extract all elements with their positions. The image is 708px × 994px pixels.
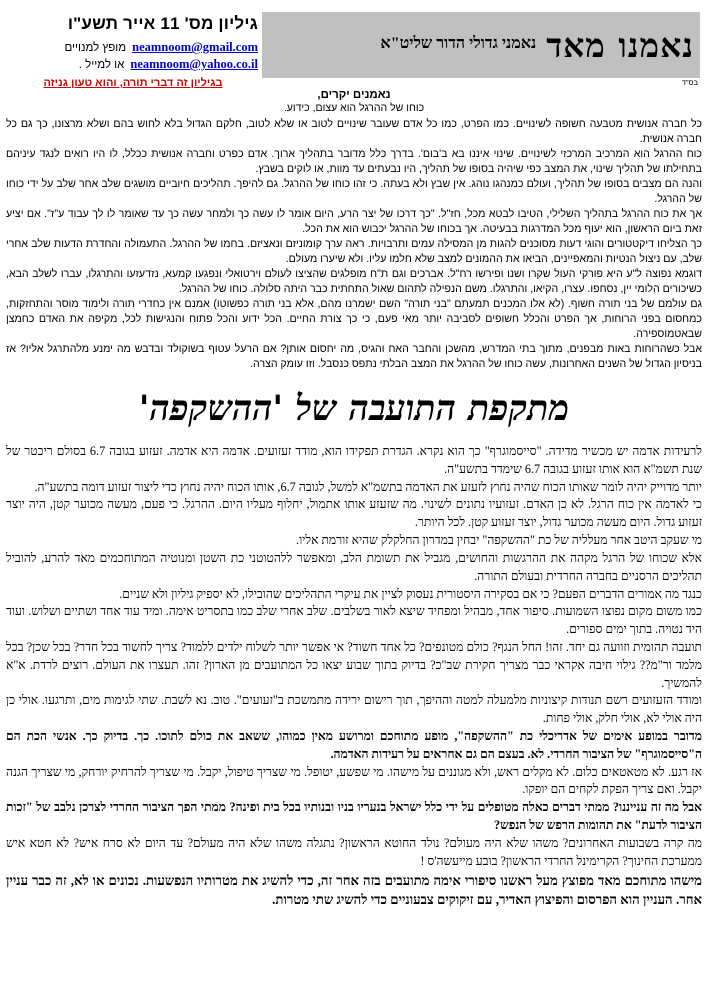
article-intro-body bbox=[0, 117, 708, 373]
intro-paragraph: כל חברה אנושית מטבעה חשופה לשינויים. כמו הפרט, כמו כל אדם שעובר שינויים לטוב או שלא לטוב, חלקם הגדול בלא לחוש בהם ושלא מרצונו, כך גם כל חברה אנושית. bbox=[6, 117, 702, 145]
salutation-subline: כוחו של ההרגל הוא עצום, כידוע. bbox=[283, 102, 425, 115]
masthead-title-block bbox=[262, 12, 700, 78]
distribution-label: מופץ למנויים bbox=[64, 42, 127, 54]
body-paragraph: מישהו מתוחכם מאד מפוצץ מעל ראשנו סיפורי אימה מתועבים בזה אחר זה, כדי להשיג את מטרותיו הנפשעות. נכונים או לא, זה כבר עניין אחר. העניין הוא הפרסום והפיצוץ האדיר, עם זיקוקים צבעוניים כדי להשיג שתי מטרות. bbox=[6, 872, 702, 907]
intro-paragraph: גם עולמם של בני תורה חשוף. (לא אלו המכנים תמעתם "בני תורה" השם ישמרנו מהם, אלא בני תורה כפשוטו) אמנם אין כחדרי תורה ולימוד מוסר והתחזקות, כמחסום בפני הרוחות, אך הפרט והכלל חשופים לסביבה יותר מאי פעם, כי כך צורת החיים. הכל ידוע והכל פתוח והנגישות לכל, מקיפה את האדם כחמצן שבאטמוספירה. bbox=[6, 297, 702, 340]
opening-block bbox=[0, 88, 708, 116]
or-mail-label: או למייל . bbox=[78, 59, 125, 71]
intro-paragraph: כך הצליחו דיקטטורים והוגי דעות מסוכנים להגות מן המסילה עמים ותרבויות. ראה ערך קומוניזם ונאציזם. בחמו של ההרגל. התעמולה והחדרת הדעות שלב אחרי שלב, עם ניצול הנטיות והמאפיינים, הביאו את ההמונים למצב שלא חלמו עליו. ולא שיערו מעולם. bbox=[6, 237, 702, 265]
body-paragraph: אבל מה זה ענייננו? ממתי דברים כאלה מטופלים על ידי כלל ישראל בנעריו בניו ובנותיו בכל בית ופינה? ממתי הפך הציבור החרדי לצרכן נלבב של "זכות הציבור לדעת" את תהומות הרפש של הנפש? bbox=[6, 800, 702, 833]
publication-title: נאמנו מאד bbox=[546, 25, 694, 65]
body-paragraph: יותר מדוייק יהיה לומר שאותו הכוח שהיה נחוץ לזעזע את האדמה בתשמ"א למשל, לגובה 6.7, אותו הכוח יהיה נחוץ כדי ליצור זעזוע דומה בתשע"ה. bbox=[34, 479, 702, 494]
body-paragraph: אלא שכוחו של הרגל מקהה את ההרגשות והחושים, מגביל את תשומת הלב, ומאפשר ללהטוטני כת השטן ומנוטיה המתוחכמים מאד להרע, להוביל תהליכים הרסניים בחברה החרדית ובעולם התורה. bbox=[6, 550, 702, 583]
alternate-mail-row bbox=[8, 57, 258, 72]
body-paragraph: כי לאדמה אין כוח הרגל. לא כן האדם. זעזועיו נתונים לשינוי. מה שזעזע אותו אתמול, יחלוף מעליו היום. ההרגל. כי פעם, מעשה מכוער קטן, היה יוצר זעזוע גדול. היום מעשה מכוער גדול, יוצר זעזוע קטן. לכל היותר. bbox=[6, 497, 702, 530]
article-main-body bbox=[0, 443, 708, 909]
intro-paragraph: והנה הם מצבים בסופו של תהליך, ועולם כמנהגו נוהג. אין שבץ ולא בעתה. כי זהו כוחו של ההרגל. גם להיפך. תהליכים חיוביים מושגים שלב אחר שלב על ידי כוחו של ההרגל. bbox=[6, 177, 702, 205]
masthead bbox=[0, 0, 708, 89]
body-paragraph: מה קרה בשבועות האחרונים? משהו שלא היה מעולם? נולד החוטא הראשון? נתגלה משהו שלא היה מעולם? עד היום לא סרח איש? לא חטא איש ממערכת החינוך? הקרימינל החרדי הראשון? בובע מייעשה'ס ! bbox=[6, 835, 702, 868]
issue-line: גיליון מס' 11 אייר תשע"ו bbox=[67, 14, 258, 33]
distribution-row bbox=[8, 40, 258, 55]
masthead-info bbox=[8, 14, 258, 89]
body-paragraph: מדובר במופע אימים של אדריכלי כת "ההשקפה", מופע מתוחכם ומרושע מאין כמוהו, ששאב את כולם לתוכו. כך. בדיוק כך. אנשי הכת הם ה"סייסמוגרף" של הציבור החרדי. לא. בעצם הם גם אחראים על רעידות האדמה. bbox=[6, 729, 702, 761]
email-secondary-link[interactable]: neamnoom@yahoo.co.il bbox=[130, 57, 258, 71]
bsd-marker: בס"ד bbox=[681, 78, 698, 87]
email-primary-link[interactable]: neamnoom@gmail.com bbox=[132, 40, 258, 54]
article-headline: מתקפת התועבה של 'ההשקפה' bbox=[138, 388, 570, 430]
body-paragraph: כמו משום מקום נפוצו השמועות. סיפור אחד, מבהיל ומפחיד שיצא לאור בשלבים. שלב אחרי שלב כמו בתסריט אימה. ומיד עוד אחד ושתיים ושלוש. ועוד היד נטויה. בתוך ימים ספורים. bbox=[6, 604, 702, 637]
genizah-notice: בגיליון זה דברי תורה, והוא טעון גניזה bbox=[43, 77, 223, 89]
publication-subtitle: נאמני גדולי הדור שליט"א bbox=[380, 35, 537, 52]
body-paragraph: אז רגע. לא מטאטאים כלום. לא מקלים ראש, ולא מגוננים על מישהו. מי שפשע, יטופל. מי שצריך טיפול, יקבל. מי שצריך להרחיק יורחק, מי שצריך הגנה יקבל. ואם צריך הפקת לקחים הם יופקו. bbox=[6, 764, 702, 797]
body-paragraph: תועבה תהומית וזוועה גם יחד. זהו! החל הנגף? כולם מטונפים? כל אחד חשוד? אי אפשר יותר לשלוח ילדים ללמוד? צריך לחשוד בכל חדר? בכל שכן? בכל מלמד ור"מ?? גילוי חיבה אקראי כבר מצריך חקירת שב"כ? בדיוק בתוך שבוע יצאו כל המתועבים מן הארון? זהו. תעצרו את העולם. רוצים לרדת. א"א להמשיך. bbox=[6, 639, 702, 690]
intro-paragraph: דוגמא נפוצה ל"ע היא פורקי העול שקרו ושנו ופירשו רח"ל. אברכים וגם ת"ח מופלגים שהציצו לעולם וירטואלי ונפגעו קמעא, נזדעזעו והתרגלו, עברו לשלב הבא, כשיכורים הלומי יין, נסחפו. עצרו, הקיאו, והתרגלו. משם הנפילה לתהום שאול התחתית כבר היתה סלולה. כוחו של ההרגל. bbox=[6, 267, 702, 295]
salutation: נאמנים יקרים, bbox=[317, 89, 391, 101]
body-paragraph: מי שעקב היטב אחר מעלליה של כת "ההשקפה" יבחין במדרון החלקלק שהיא זורמת אליו. bbox=[296, 533, 702, 548]
body-paragraph: ומודד הזעזועים רשם תנודות קיצוניות מלמעלה למטה וההיפך, תוך רישום ירידה מתמשכת ב"זעועים". טוב. נא לשבת. שתי לגימות מים, ותרגעו. אולי כן היה אולי לא, אולי חלק, אולי פחות. bbox=[6, 693, 702, 726]
body-paragraph: כנגד מה אמורים הדברים הפעם? כי אם בסקירה היסטורית נעסוק לציין את עיקרי התהליכים שהובילו, לא יספיק גיליון ולא שניים. bbox=[119, 586, 702, 601]
intro-paragraph: אבל כשהרוחות באות מבפנים, מתוך בתי המדרש, מהשכן והחבר האח והגיס, מה יחסום אותן? אם הרעל עטוף בשוקולד ובדבש מה ימנע מלהתרגל אליו? אז בניסיון הגדול של השנים האחרונות, עשה כוחו של ההרגל את המצב הבלתי נתפס כנסבל. וזו עומק הצרה. bbox=[6, 342, 702, 370]
intro-paragraph: כוח ההרגל הוא המרכיב המרכזי לשינויים. שינוי איננו בא ב'בום'. בדרך כלל מדובר בתהליך ארוך. אדם כפרט וחברה אנושית ככלל, לו היו רואים לנגד עיניהם בתחילתו של תהליך שינוי, את המצב כפי שיהיה בסופו של תהליך, היו נבעתים עד מוות, או לוקים בשבץ. bbox=[6, 147, 702, 175]
intro-paragraph: אך את כוח ההרגל בתהליך השלילי, הטיבו לבטא מכל, חז"ל. "כך דרכו של יצר הרע, היום אומר לו עשה כך ולמחר עשה כך עד שאומר לו לך עבוד ע"ז". אם יציע זאת ביום הראשון, הוא יעוף מכל המדרגות בבעיטה. אך בכוחו של ההרגל יכבוש הוא את הכל. bbox=[6, 207, 702, 235]
body-paragraph: לרעידות אדמה יש מכשיר מדידה. "סייסמוגרף" כך הוא נקרא. הגדרת תפקידו הוא, מודד זעזועים. אדמה היא אדמה. זעזוע בגובה 6.7 בסולם ריכטר של שנת תשמ"א הוא אותו זעזוע בגובה 6.7 שימדד בתשע"ה. bbox=[6, 444, 702, 476]
